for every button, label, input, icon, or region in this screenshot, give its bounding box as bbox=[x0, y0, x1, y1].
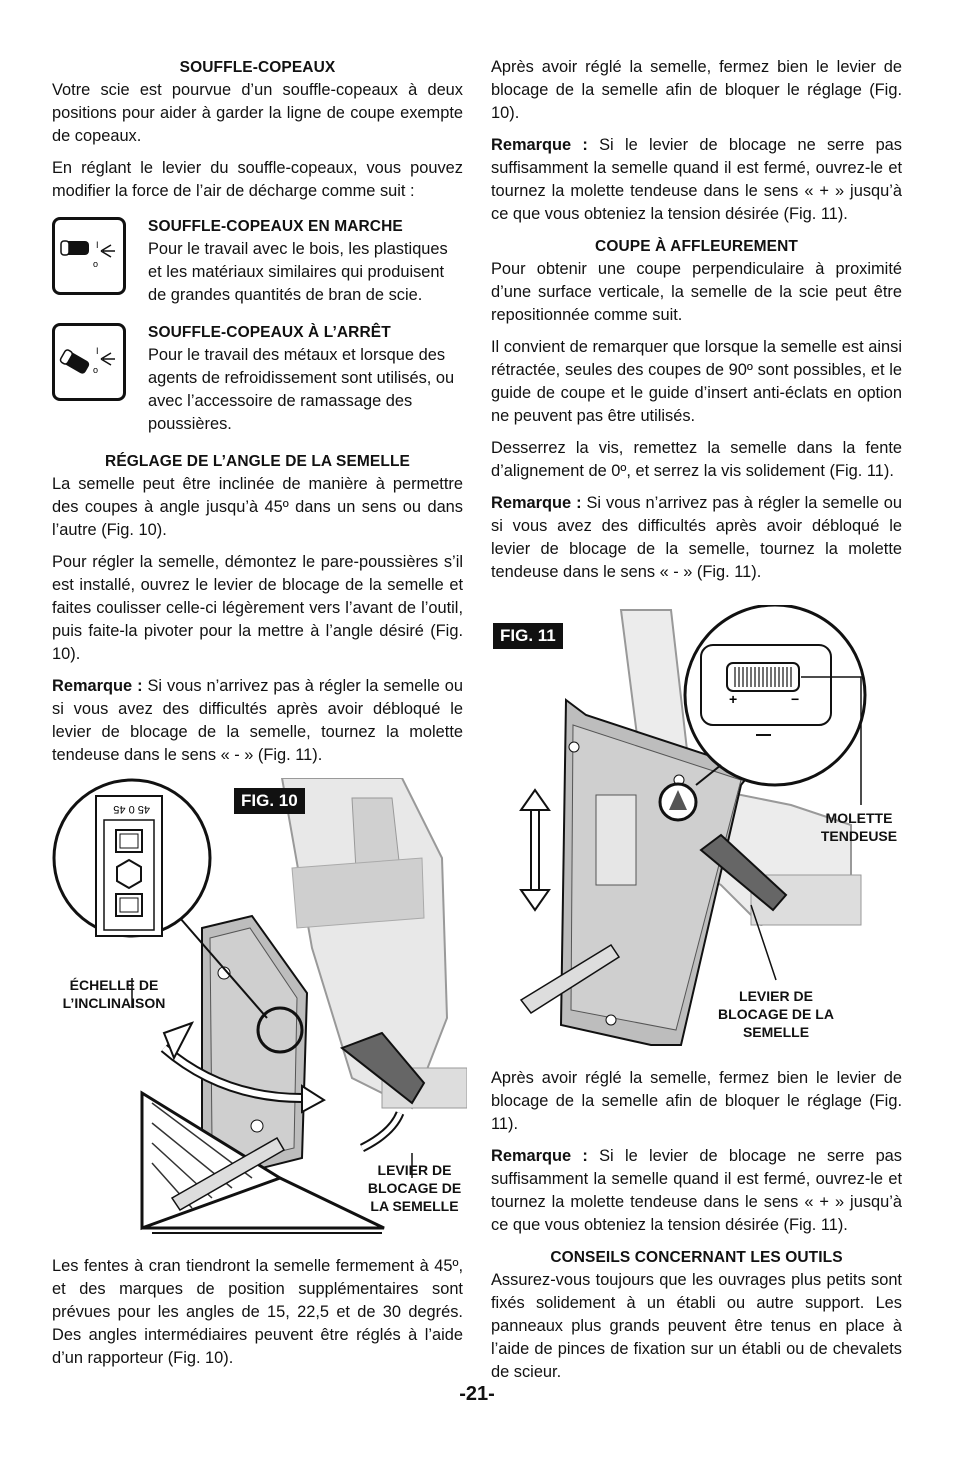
fig11-minus: − bbox=[791, 691, 800, 707]
blower-off-icon bbox=[52, 323, 126, 401]
paragraph: En réglant le levier du souffle-copeaux, vous pouvez modifier la force de l’air de décharge comme suit : bbox=[52, 159, 463, 200]
blower-off-block bbox=[52, 321, 463, 436]
page-number: -21- bbox=[459, 1383, 495, 1405]
fig10-label: FIG. 10 bbox=[234, 788, 305, 814]
remarque-text: Si vous n’arrivez pas à régler la semelle ou si vous avez des difficultés après avoir débloqué le levier de blocage de la semelle, tournez la molette tendeuse dans le sens « - » (Fig. 11). bbox=[52, 677, 463, 764]
remarque-label: Remarque : bbox=[491, 136, 588, 154]
section-title-coupe: COUPE À AFFLEUREMENT bbox=[595, 238, 798, 255]
remarque-label: Remarque : bbox=[491, 1147, 588, 1165]
fig11-label: FIG. 11 bbox=[493, 623, 563, 649]
marche-title: SOUFFLE-COPEAUX EN MARCHE bbox=[148, 218, 403, 235]
paragraph: Votre scie est pourvue d’un souffle-copeaux à deux positions pour aider à garder la ligne de coupe exempte de copeaux. bbox=[52, 81, 463, 145]
section-title-angle: RÉGLAGE DE L’ANGLE DE LA SEMELLE bbox=[105, 453, 410, 470]
paragraph bbox=[491, 1145, 902, 1237]
paragraph bbox=[52, 675, 463, 767]
paragraph: Pour obtenir une coupe perpendiculaire à proximité d’une surface verticale, la semelle de la scie peut être repositionnée comme suit. bbox=[491, 260, 902, 324]
left-column bbox=[52, 56, 463, 776]
section-title-conseils: CONSEILS CONCERNANT LES OUTILS bbox=[550, 1249, 843, 1266]
paragraph: Les fentes à cran tiendront la semelle fermement à 45º, et des marques de position supplémentaires sont prévues pour les angles de 15, 22,5 et de 30 degrés. Des angles intermédiaires peuvent être réglés à l’aide d’un rapporteur (Fig. 10). bbox=[52, 1257, 463, 1367]
section-title-souffle: SOUFFLE-COPEAUX bbox=[179, 59, 336, 76]
fig11-callout-levier: LEVIER DE BLOCAGE DE LA SEMELLE bbox=[718, 988, 834, 1040]
remarque-text: Si vous n’arrivez pas à régler la semelle ou si vous avez des difficultés après avoir débloqué le levier de blocage de la semelle, tournez la molette tendeuse dans le sens « - » (Fig. 11). bbox=[491, 494, 902, 581]
paragraph: Il convient de remarquer que lorsque la semelle est ainsi rétractée, seules des coupes de 90º sont possibles, et le guide de coupe et le guide d’insert anti-éclats en option ne peuvent pas être utilisés. bbox=[491, 338, 902, 425]
paragraph bbox=[491, 492, 902, 584]
marche-text: Pour le travail avec le bois, les plastiques et les matériaux similaires qui produisent de grandes quantités de bran de scie. bbox=[148, 240, 448, 304]
fig11-plus: + bbox=[729, 691, 738, 707]
arret-title: SOUFFLE-COPEAUX À L’ARRÊT bbox=[148, 324, 391, 341]
svg-text:I: I bbox=[96, 346, 99, 356]
paragraph: Desserrez la vis, remettez la semelle dans la fente d’alignement de 0º, et serrez la vis solidement (Fig. 11). bbox=[491, 439, 902, 480]
fig10-scale-text: 45 0 45 bbox=[113, 803, 150, 815]
right-bottom bbox=[491, 1067, 902, 1393]
fig10-callout-echelle: ÉCHELLE DE L’INCLINAISON bbox=[62, 977, 166, 1011]
right-column bbox=[491, 56, 902, 593]
fig11-callout-molette: MOLETTE TENDEUSE bbox=[820, 810, 898, 844]
figure-11 bbox=[491, 605, 906, 1055]
paragraph bbox=[491, 134, 902, 226]
svg-text:o: o bbox=[93, 365, 99, 375]
left-bottom bbox=[52, 1255, 463, 1379]
paragraph: Après avoir réglé la semelle, fermez bien le levier de blocage de la semelle afin de bloquer le réglage (Fig. 11). bbox=[491, 1069, 902, 1133]
remarque-label: Remarque : bbox=[52, 677, 143, 695]
paragraph: La semelle peut être inclinée de manière à permettre des coupes à angle jusqu’à 45º dans un sens ou dans l’autre (Fig. 10). bbox=[52, 475, 463, 539]
arret-text: Pour le travail des métaux et lorsque des agents de refroidissement sont utilisés, ou avec l’accessoire de ramassage des poussières. bbox=[148, 346, 455, 433]
remarque-text: Si le levier de blocage ne serre pas suffisamment la semelle quand il est fermé, ouvrez-le et tournez la molette tendeuse dans le sens « + » jusqu’à ce que vous obteniez la tension désirée (Fig. 11). bbox=[491, 136, 902, 223]
svg-text:I: I bbox=[96, 240, 99, 250]
blower-on-block bbox=[52, 215, 463, 307]
paragraph: Assurez-vous toujours que les ouvrages plus petits sont fixés solidement à un établi ou autre support. Les panneaux plus grands peuvent être tenus en place à l’aide de pinces de fixation sur un établi ou de chevalets de scieur. bbox=[491, 1271, 902, 1381]
figure-10 bbox=[52, 778, 467, 1246]
paragraph: Pour régler la semelle, démontez le pare-poussières s’il est installé, ouvrez le levier de blocage de la semelle et faites coulisser celle-ci légèrement vers l’avant de l’outil, puis faite-la pivoter pour la mettre à l’angle désiré (Fig. 10). bbox=[52, 553, 463, 663]
paragraph: Après avoir réglé la semelle, fermez bien le levier de blocage de la semelle afin de bloquer le réglage (Fig. 10). bbox=[491, 58, 902, 122]
remarque-label: Remarque : bbox=[491, 494, 582, 512]
fig10-callout-levier: LEVIER DE BLOCAGE DE LA SEMELLE bbox=[367, 1162, 462, 1214]
blower-on-icon bbox=[52, 217, 126, 295]
remarque-text: Si le levier de blocage ne serre pas suffisamment la semelle quand il est fermé, ouvrez-le et tournez la molette tendeuse dans le sens « + » jusqu’à ce que vous obteniez la tension désirée (Fig. 11). bbox=[491, 1147, 902, 1234]
svg-text:o: o bbox=[93, 259, 99, 269]
